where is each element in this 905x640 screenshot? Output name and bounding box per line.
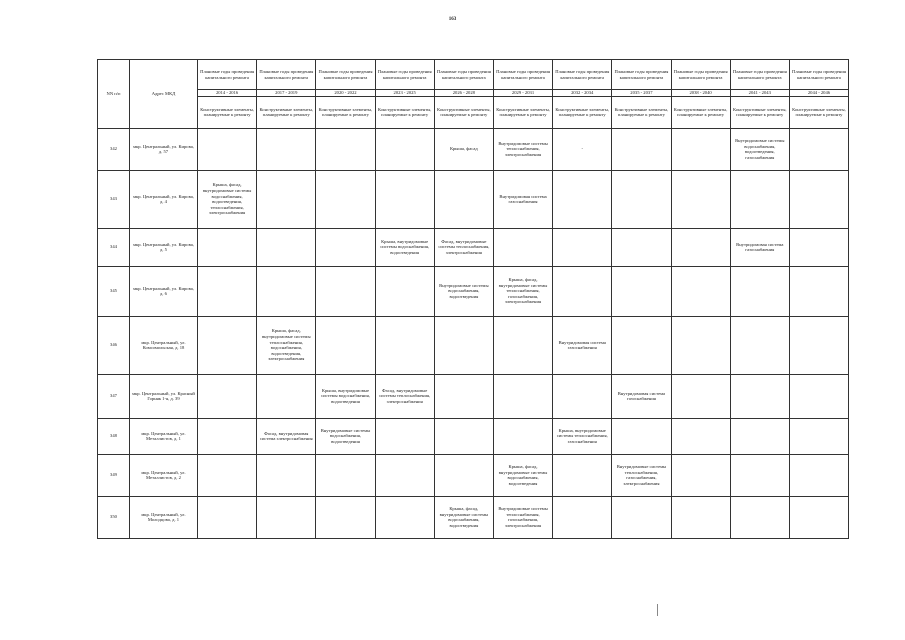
repair-cell [671, 170, 730, 228]
repair-cell: Крыша, фасад, внутридомовые системы теплоснабжения, газоснабжения, электроснабжения [493, 266, 552, 316]
margin-mark [657, 604, 658, 616]
header-address: Адрес МКД [130, 60, 198, 129]
row-number: 349 [98, 454, 130, 496]
repair-cell [789, 374, 848, 418]
repair-cell [730, 418, 789, 454]
repair-cell [671, 454, 730, 496]
header-period-years: 2044 - 2046 [789, 90, 848, 97]
row-address: мкр. Центральный, ул. Кирова, д. 5 [130, 228, 198, 266]
header-period-label: Плановые годы проведения капитального ремонта [375, 60, 434, 90]
repair-cell [789, 418, 848, 454]
repair-cell [198, 228, 257, 266]
repair-cell [198, 266, 257, 316]
repair-cell: Внутридомовые системы теплоснабжения, газоснабжения, электроснабжения [493, 496, 552, 538]
row-number: 350 [98, 496, 130, 538]
repair-cell [730, 496, 789, 538]
repair-cell [671, 316, 730, 374]
header-period-years: 2026 - 2028 [434, 90, 493, 97]
repair-cell [612, 170, 671, 228]
table-row [98, 496, 849, 538]
table-row [98, 418, 849, 454]
repair-cell: Фасад, внутридомовая система электроснабжения [257, 418, 316, 454]
header-elements-label: Конструктивные элементы, планируемые к ремонту [493, 96, 552, 128]
header-row-elements [98, 96, 849, 128]
page-number: 163 [448, 17, 457, 22]
repair-cell: Крыша, внутридомовые системы водоснабжения, водоотведения [316, 374, 375, 418]
repair-cell [316, 170, 375, 228]
header-period-years: 2023 - 2025 [375, 90, 434, 97]
row-number: 347 [98, 374, 130, 418]
repair-schedule-table [97, 59, 849, 539]
repair-cell [493, 316, 552, 374]
repair-cell [789, 128, 848, 170]
repair-cell [671, 374, 730, 418]
repair-cell [671, 266, 730, 316]
repair-cell [375, 128, 434, 170]
header-elements-label: Конструктивные элементы, планируемые к ремонту [671, 96, 730, 128]
repair-cell [198, 316, 257, 374]
repair-cell [198, 454, 257, 496]
repair-cell [316, 266, 375, 316]
row-number: 343 [98, 170, 130, 228]
repair-cell [612, 418, 671, 454]
repair-cell [671, 496, 730, 538]
repair-cell [789, 170, 848, 228]
header-num: NN п/п [98, 60, 130, 129]
repair-cell [198, 374, 257, 418]
repair-cell [553, 454, 612, 496]
table-row [98, 374, 849, 418]
repair-cell [730, 266, 789, 316]
repair-cell: Внутридомовые системы водоснабжения, водоотведения, газоснабжения [730, 128, 789, 170]
repair-cell [789, 228, 848, 266]
repair-cell [257, 496, 316, 538]
repair-cell: - [553, 128, 612, 170]
repair-cell [730, 374, 789, 418]
header-period-years: 2041 - 2043 [730, 90, 789, 97]
repair-cell [375, 454, 434, 496]
repair-cell [789, 454, 848, 496]
header-period-label: Плановые годы проведения капитального ремонта [730, 60, 789, 90]
repair-cell [671, 418, 730, 454]
header-elements-label: Конструктивные элементы, планируемые к ремонту [316, 96, 375, 128]
repair-cell [316, 496, 375, 538]
repair-cell: Внутридомовые системы водоснабжения, водоотведения [316, 418, 375, 454]
table-row [98, 228, 849, 266]
header-row-periods [98, 60, 849, 90]
repair-cell: Внутридомовые системы теплоснабжения, электроснабжения [493, 128, 552, 170]
repair-cell [257, 374, 316, 418]
header-period-label: Плановые годы проведения капитального ремонта [198, 60, 257, 90]
repair-cell: Внутридомовая система газоснабжения [612, 374, 671, 418]
repair-cell [730, 170, 789, 228]
repair-cell [789, 266, 848, 316]
repair-cell [257, 128, 316, 170]
repair-cell [434, 454, 493, 496]
repair-cell: Крыша, фасад, внутридомовые системы водоснабжения, водоотведения [493, 454, 552, 496]
repair-cell [316, 228, 375, 266]
table-row [98, 454, 849, 496]
repair-cell [612, 266, 671, 316]
header-period-years: 2014 - 2016 [198, 90, 257, 97]
repair-cell [671, 128, 730, 170]
repair-cell [434, 374, 493, 418]
repair-cell [789, 316, 848, 374]
repair-cell [434, 418, 493, 454]
header-elements-label: Конструктивные элементы, планируемые к ремонту [730, 96, 789, 128]
repair-cell [375, 316, 434, 374]
header-elements-label: Конструктивные элементы, планируемые к ремонту [553, 96, 612, 128]
repair-cell [257, 170, 316, 228]
repair-cell [730, 316, 789, 374]
header-period-label: Плановые годы проведения капитального ремонта [316, 60, 375, 90]
header-period-label: Плановые годы проведения капитального ремонта [789, 60, 848, 90]
repair-cell [553, 170, 612, 228]
header-elements-label: Конструктивные элементы, планируемые к ремонту [198, 96, 257, 128]
repair-cell [434, 316, 493, 374]
repair-cell [316, 454, 375, 496]
repair-cell: Крыша, фасад [434, 128, 493, 170]
row-address: мкр. Центральный, ул. Красный Горняк 1-я, д. 39 [130, 374, 198, 418]
header-period-label: Плановые годы проведения капитального ремонта [257, 60, 316, 90]
header-period-label: Плановые годы проведения капитального ремонта [553, 60, 612, 90]
header-period-label: Плановые годы проведения капитального ремонта [493, 60, 552, 90]
repair-cell [553, 228, 612, 266]
repair-cell [789, 496, 848, 538]
header-elements-label: Конструктивные элементы, планируемые к ремонту [789, 96, 848, 128]
repair-cell: Крыша, фасад, внутридомовые системы водоснабжения, водоотведения, теплоснабжения, электроснабжения [198, 170, 257, 228]
header-period-label: Плановые годы проведения капитального ремонта [434, 60, 493, 90]
repair-cell [198, 418, 257, 454]
row-number: 344 [98, 228, 130, 266]
repair-cell: Внутридомовая система газоснабжения [553, 316, 612, 374]
repair-cell: Крыша, фасад, внутридомовые системы водоснабжения, водоотведения [434, 496, 493, 538]
repair-cell [612, 316, 671, 374]
repair-cell: Фасад, внутридомовые системы теплоснабжения, электроснабжения [375, 374, 434, 418]
repair-cell [493, 228, 552, 266]
header-period-label: Плановые годы проведения капитального ремонта [671, 60, 730, 90]
row-number: 348 [98, 418, 130, 454]
repair-cell [553, 266, 612, 316]
repair-cell: Внутридомовая система газоснабжения [730, 228, 789, 266]
repair-cell [375, 496, 434, 538]
repair-cell [434, 170, 493, 228]
repair-cell [671, 228, 730, 266]
repair-cell [375, 170, 434, 228]
row-address: мкр. Центральный, ул. Молодцова, д. 1 [130, 496, 198, 538]
repair-cell: Крыша, внутридомовые системы водоснабжения, водоотведения [375, 228, 434, 266]
header-period-years: 2032 - 2034 [553, 90, 612, 97]
header-elements-label: Конструктивные элементы, планируемые к ремонту [612, 96, 671, 128]
repair-cell [375, 266, 434, 316]
repair-cell [493, 374, 552, 418]
header-period-label: Плановые годы проведения капитального ремонта [612, 60, 671, 90]
repair-cell [612, 228, 671, 266]
table-row [98, 316, 849, 374]
header-row-years [98, 90, 849, 97]
repair-cell [612, 496, 671, 538]
header-elements-label: Конструктивные элементы, планируемые к ремонту [257, 96, 316, 128]
header-period-years: 2017 - 2019 [257, 90, 316, 97]
header-period-years: 2029 - 2031 [493, 90, 552, 97]
table-row [98, 128, 849, 170]
repair-cell [493, 418, 552, 454]
row-number: 345 [98, 266, 130, 316]
row-address: мкр. Центральный, ул. Металлистов, д. 2 [130, 454, 198, 496]
table-row [98, 266, 849, 316]
repair-cell: Внутридомовые системы водоснабжения, водоотведения [434, 266, 493, 316]
repair-cell [316, 316, 375, 374]
repair-cell [553, 496, 612, 538]
repair-cell [257, 266, 316, 316]
row-number: 346 [98, 316, 130, 374]
header-period-years: 2038 - 2040 [671, 90, 730, 97]
repair-cell [375, 418, 434, 454]
repair-cell: Фасад, внутридомовые системы теплоснабжения, электроснабжения [434, 228, 493, 266]
repair-cell: Внутридомовая система газоснабжения [493, 170, 552, 228]
repair-cell [198, 128, 257, 170]
row-number: 342 [98, 128, 130, 170]
row-address: мкр. Центральный, ул. Кирова, д. 6 [130, 266, 198, 316]
repair-cell [198, 496, 257, 538]
header-elements-label: Конструктивные элементы, планируемые к ремонту [375, 96, 434, 128]
header-period-years: 2035 - 2037 [612, 90, 671, 97]
row-address: мкр. Центральный, ул. Комсомольская, д. 18 [130, 316, 198, 374]
repair-cell [553, 374, 612, 418]
row-address: мкр. Центральный, ул. Металлистов, д. 1 [130, 418, 198, 454]
header-period-years: 2020 - 2022 [316, 90, 375, 97]
repair-cell [257, 454, 316, 496]
header-elements-label: Конструктивные элементы, планируемые к ремонту [434, 96, 493, 128]
repair-cell [612, 128, 671, 170]
repair-cell [730, 454, 789, 496]
repair-cell [257, 228, 316, 266]
repair-cell: Внутридомовые системы теплоснабжения, газоснабжения, электроснабжения [612, 454, 671, 496]
repair-cell: Крыша, фасад, внутридомовые системы теплоснабжения, водоснабжения, водоотведения, электроснабжения [257, 316, 316, 374]
row-address: мкр. Центральный, ул. Кирова, д. 4 [130, 170, 198, 228]
table-row [98, 170, 849, 228]
schedule-body [98, 128, 849, 538]
repair-cell [316, 128, 375, 170]
repair-cell: Крыша, внутридомовые системы теплоснабжения, газоснабжения [553, 418, 612, 454]
row-address: мкр. Центральный, ул. Кирова, д. 57 [130, 128, 198, 170]
